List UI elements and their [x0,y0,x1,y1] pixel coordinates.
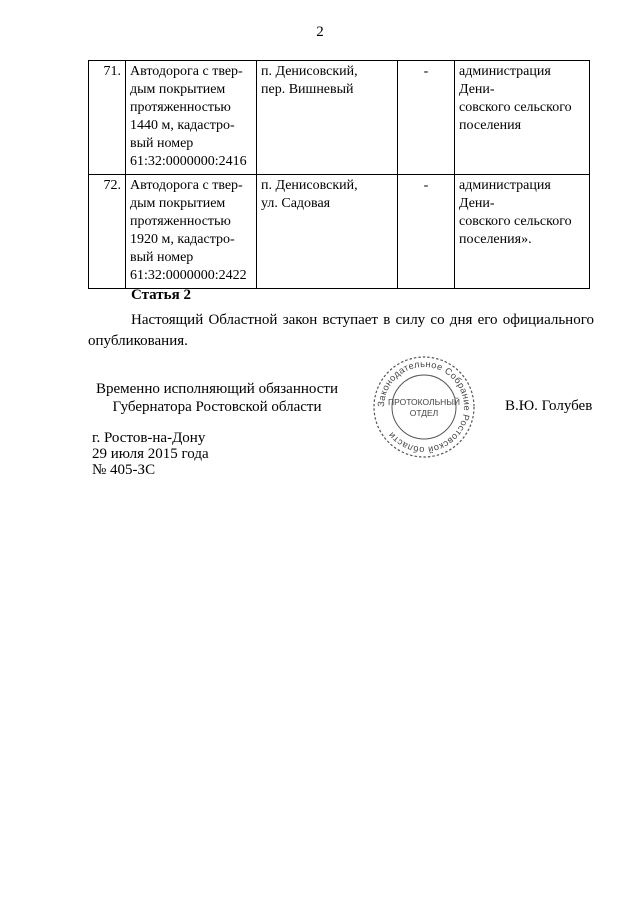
object-address: п. Денисовский, ул. Садовая [261,178,358,211]
row-number: 71. [89,61,126,175]
signatory-name: В.Ю. Голубев [505,398,593,414]
empty-cell-dash: - [398,175,455,289]
table-row [89,175,590,289]
empty-cell-dash: - [398,61,455,175]
date: 29 июля 2015 года [92,446,209,462]
article-body: Настоящий Областной закон вступает в силу со дня его официального опубликования. [88,312,594,349]
roads-table [88,60,590,289]
stamp-ring-text: Законодательное Собрание Ростовской области [375,358,473,456]
signatory-role: Временно исполняющий обязанности Губернатора Ростовской области [95,381,338,415]
object-description: Автодорога с твер- дым покрытием протяженностью 1920 м, кадастро- вый номер 61:32:0000000:2422 [130,178,247,283]
place-and-date [92,430,209,478]
stamp-center-line1: ПРОТОКОЛЬНЫЙ [388,397,460,407]
official-stamp [372,355,476,459]
page-number: 2 [316,24,324,40]
svg-text:Законодательное Собрание Росто [376,359,472,455]
object-address: п. Денисовский, пер. Вишневый [261,64,358,97]
law-number: № 405-ЗС [92,462,156,478]
row-number: 72. [89,175,126,289]
city: г. Ростов-на-Дону [92,430,206,446]
object-owner: администрация Дени- совского сельского поселения [459,64,572,133]
article-title: Статья 2 [131,287,191,303]
stamp-center-line2: ОТДЕЛ [409,408,439,418]
table-row [89,61,590,175]
object-owner: администрация Дени- совского сельского поселения». [459,178,572,247]
object-description: Автодорога с твер- дым покрытием протяженностью 1440 м, кадастро- вый номер 61:32:0000000:2416 [130,64,247,169]
